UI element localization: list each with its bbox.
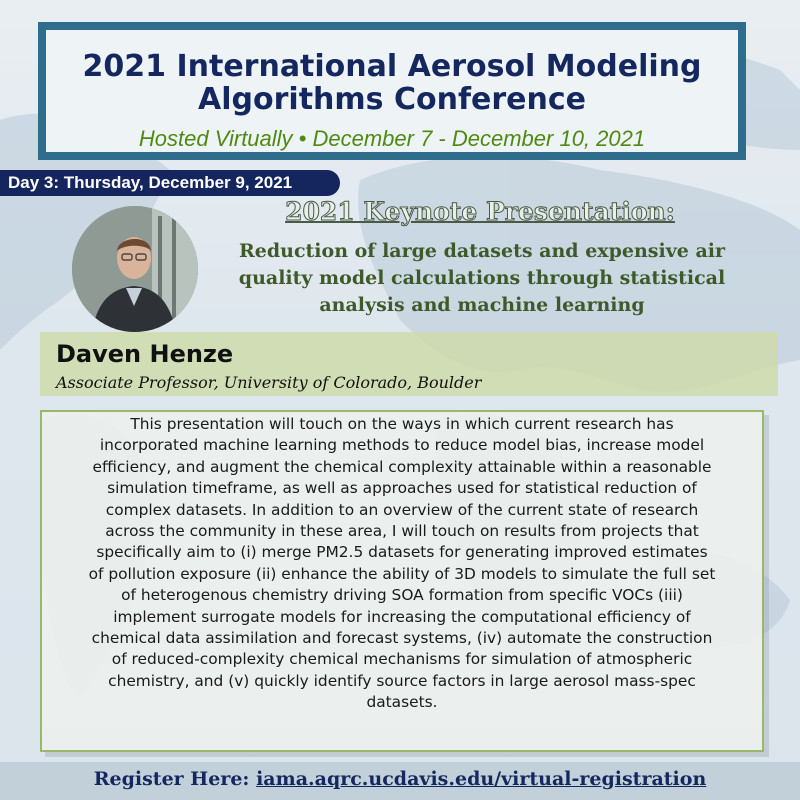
conference-title xyxy=(46,50,738,116)
abstract-line: datasets. xyxy=(366,693,438,712)
abstract-line: specifically aim to (i) merge PM2.5 datasets for generating improved estimates xyxy=(96,543,708,562)
talk-title-line: Reduction of large datasets and expensive air xyxy=(238,240,725,262)
speaker-role: Associate Professor, University of Colorado, Boulder xyxy=(56,373,482,392)
abstract-line: of heterogenous chemistry driving SOA formation from specific VOCs (iii) xyxy=(121,586,683,605)
abstract-line: implement surrogate models for increasing the computational efficiency of xyxy=(113,607,691,626)
register-label: Register Here: xyxy=(93,768,250,790)
talk-title-line: analysis and machine learning xyxy=(319,294,645,316)
speaker-name: Daven Henze xyxy=(56,340,234,368)
abstract-line: complex datasets. In addition to an overview of the current state of research xyxy=(105,500,699,519)
talk-title xyxy=(210,238,754,319)
abstract-text xyxy=(50,414,754,714)
title-line-1: 2021 International Aerosol Modeling xyxy=(82,49,702,84)
abstract-line: chemical data assimilation and forecast systems, (iv) automate the construction xyxy=(91,629,713,648)
abstract-line: of pollution exposure (ii) enhance the ability of 3D models to simulate the full set xyxy=(88,564,716,583)
register-text xyxy=(0,768,800,790)
abstract-line: This presentation will touch on the ways in which current research has xyxy=(130,415,674,433)
title-line-2: Algorithms Conference xyxy=(198,82,586,117)
talk-title-line: quality model calculations through statistical xyxy=(238,267,726,289)
abstract-line: efficiency, and augment the chemical complexity attainable within a reasonable xyxy=(92,457,712,476)
abstract-line: chemistry, and (v) quickly identify source factors in large aerosol mass-spec xyxy=(108,671,696,690)
abstract-line: across the community in these area, I will touch on results from projects that xyxy=(105,522,699,541)
abstract-line: incorporated machine learning methods to reduce model bias, increase model xyxy=(99,436,705,455)
keynote-heading: 2021 Keynote Presentation: xyxy=(285,197,675,226)
abstract-line: simulation timeframe, as well as approaches used for statistical reduction of xyxy=(107,479,697,498)
header-box xyxy=(38,22,746,160)
speaker-portrait-icon xyxy=(72,206,198,332)
conference-subtitle: Hosted Virtually • December 7 - December 10, 2021 xyxy=(138,126,646,151)
abstract-line: of reduced-complexity chemical mechanisms for simulation of atmospheric xyxy=(111,650,693,669)
day-badge: Day 3: Thursday, December 9, 2021 xyxy=(0,170,340,196)
registration-link[interactable]: iama.aqrc.ucdavis.edu/virtual-registration xyxy=(256,768,707,790)
speaker-photo xyxy=(72,206,198,332)
